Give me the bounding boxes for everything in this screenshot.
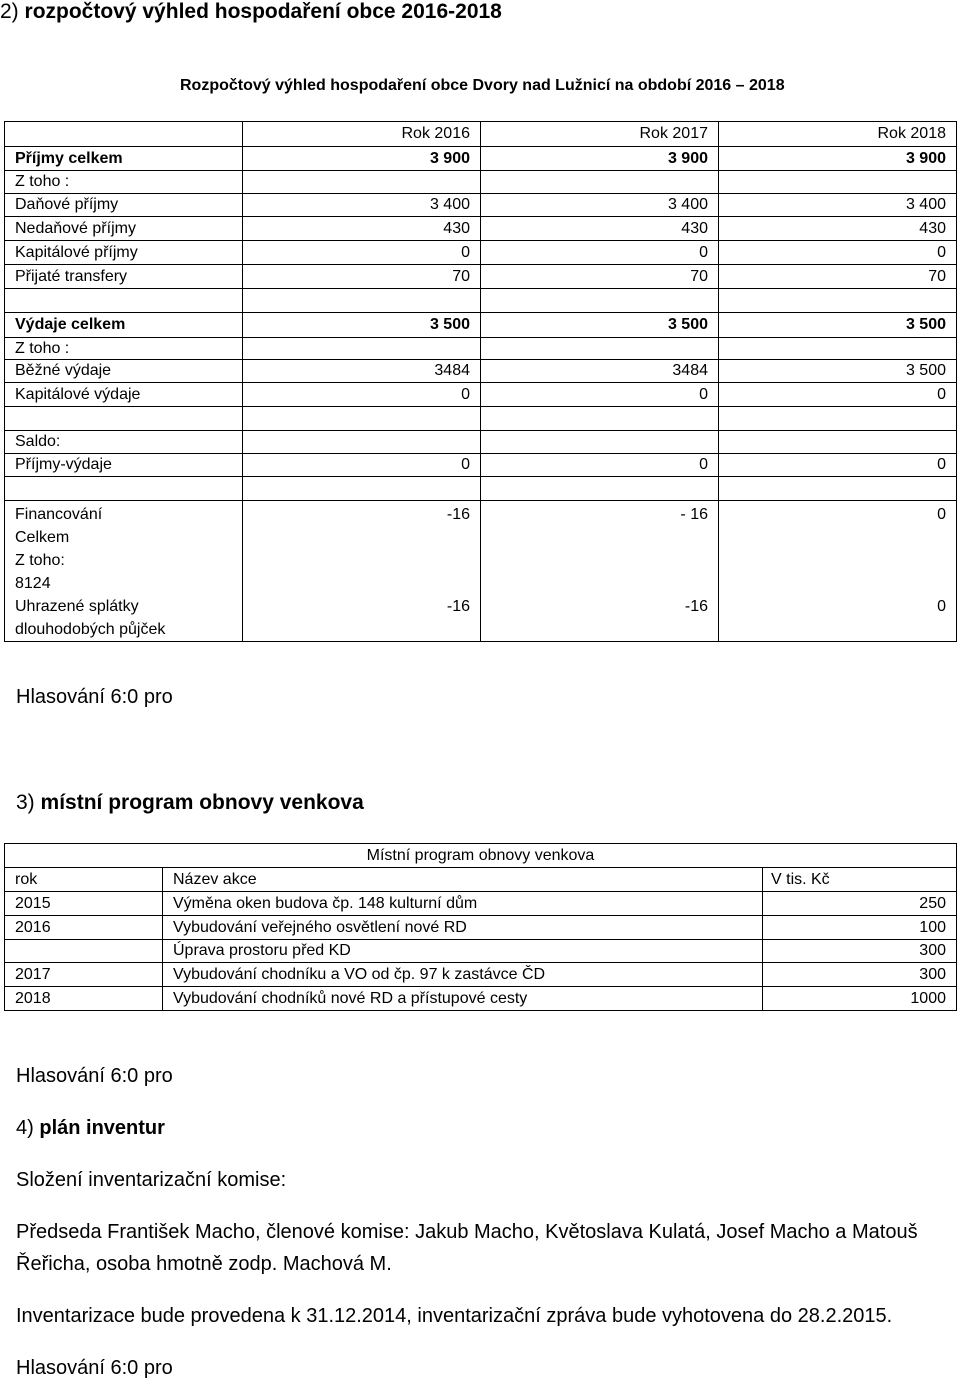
financing-line: Z toho: xyxy=(15,552,65,569)
row-year: 2015 xyxy=(5,892,163,916)
table-cell: 430 xyxy=(481,217,719,241)
table-cell xyxy=(719,171,957,194)
inventarizace-text: Inventarizace bude provedena k 31.12.2014, inventarizační zpráva bude vyhotovena do 28.2.2015. xyxy=(16,1305,893,1327)
row-label: Příjmy celkem xyxy=(5,147,243,171)
row-amount: 300 xyxy=(763,963,957,987)
table-cell xyxy=(243,431,481,454)
table-cell xyxy=(481,431,719,454)
table-row xyxy=(5,313,957,338)
row-action: Vybudování veřejného osvětlení nové RD xyxy=(163,916,763,940)
table-cell: 3484 xyxy=(481,360,719,383)
table-cell: 3 500 xyxy=(243,313,481,338)
table-row xyxy=(5,147,957,171)
table-cell xyxy=(243,171,481,194)
row-year: 2016 xyxy=(5,916,163,940)
row-year: 2018 xyxy=(5,987,163,1011)
table-cell xyxy=(5,289,243,313)
row-amount: 250 xyxy=(763,892,957,916)
table-row xyxy=(5,916,957,940)
table-cell xyxy=(719,407,957,431)
budget-table xyxy=(4,121,957,642)
row-label: Kapitálové příjmy xyxy=(5,241,243,265)
table-cell: 430 xyxy=(243,217,481,241)
section-2-number: 2) xyxy=(0,0,19,23)
komise-line-2: Řeřicha, osoba hmotně zodp. Machová M. xyxy=(16,1253,392,1275)
row-year: 2017 xyxy=(5,963,163,987)
table-cell xyxy=(719,289,957,313)
financing-values-2016 xyxy=(243,501,481,642)
row-action: Vybudování chodníku a VO od čp. 97 k zastávce ČD xyxy=(163,963,763,987)
table-row xyxy=(5,265,957,289)
financing-values-2017 xyxy=(481,501,719,642)
empty-row xyxy=(5,289,957,313)
vote-section-3: Hlasování 6:0 pro xyxy=(16,1065,173,1087)
table-cell: 3 900 xyxy=(481,147,719,171)
section-4-number: 4) xyxy=(16,1117,34,1139)
row-label: Z toho : xyxy=(5,338,243,360)
empty-row xyxy=(5,477,957,501)
section-4-title: plán inventur xyxy=(39,1117,165,1139)
table-cell: 430 xyxy=(719,217,957,241)
table-row xyxy=(5,338,957,360)
table-cell xyxy=(481,407,719,431)
program-table-title: Místní program obnovy venkova xyxy=(5,844,957,868)
table-cell xyxy=(719,477,957,501)
row-label: Příjmy-výdaje xyxy=(5,454,243,477)
table-cell: 0 xyxy=(481,383,719,407)
table-cell: 3 900 xyxy=(719,147,957,171)
financing-line: 8124 xyxy=(15,575,51,592)
table-cell xyxy=(481,171,719,194)
komise-label: Složení inventarizační komise: xyxy=(16,1169,287,1191)
table-row xyxy=(5,171,957,194)
table-cell: 3 500 xyxy=(719,313,957,338)
header-castka: V tis. Kč xyxy=(763,868,957,892)
table-row xyxy=(5,454,957,477)
table-cell xyxy=(243,407,481,431)
financing-line: Uhrazené splátky xyxy=(15,598,139,615)
table-header-row xyxy=(5,122,957,147)
table-cell xyxy=(481,338,719,360)
table-cell: 0 xyxy=(243,454,481,477)
financing-row xyxy=(5,501,957,642)
section-2-heading xyxy=(0,0,502,24)
table-row xyxy=(5,940,957,963)
section-3-number: 3) xyxy=(16,791,35,814)
table-cell xyxy=(243,289,481,313)
table-cell: 3 400 xyxy=(719,194,957,217)
table-cell xyxy=(481,477,719,501)
row-label: Běžné výdaje xyxy=(5,360,243,383)
program-title-row xyxy=(5,844,957,868)
table-cell: 3 900 xyxy=(243,147,481,171)
table-cell: 3 500 xyxy=(481,313,719,338)
row-action: Vybudování chodníků nové RD a přístupové cesty xyxy=(163,987,763,1011)
table-cell: 70 xyxy=(243,265,481,289)
table-cell: 3484 xyxy=(243,360,481,383)
row-label: Daňové příjmy xyxy=(5,194,243,217)
table-cell: 70 xyxy=(481,265,719,289)
section-4-heading xyxy=(16,1117,165,1140)
row-label: Přijaté transfery xyxy=(5,265,243,289)
row-year xyxy=(5,940,163,963)
section-3-heading xyxy=(16,791,364,815)
table-cell: 70 xyxy=(719,265,957,289)
table-cell: 0 xyxy=(719,383,957,407)
row-label: Z toho : xyxy=(5,171,243,194)
table-row xyxy=(5,987,957,1011)
table-cell xyxy=(719,431,957,454)
row-label: Kapitálové výdaje xyxy=(5,383,243,407)
table-cell: 3 400 xyxy=(243,194,481,217)
table-row xyxy=(5,194,957,217)
table-row xyxy=(5,892,957,916)
table-cell xyxy=(5,407,243,431)
vote-section-2: Hlasování 6:0 pro xyxy=(16,686,173,708)
financing-splatky-value: 0 xyxy=(937,598,946,615)
financing-celkem-value: 0 xyxy=(937,506,946,523)
table-cell: 3 500 xyxy=(719,360,957,383)
row-label: Nedaňové příjmy xyxy=(5,217,243,241)
table-cell: 0 xyxy=(719,241,957,265)
table-cell xyxy=(5,477,243,501)
financing-values-2018 xyxy=(719,501,957,642)
table-cell xyxy=(243,477,481,501)
row-action: Výměna oken budova čp. 148 kulturní dům xyxy=(163,892,763,916)
table-row xyxy=(5,963,957,987)
table-cell: 0 xyxy=(481,241,719,265)
program-header-row xyxy=(5,868,957,892)
column-header-2016: Rok 2016 xyxy=(243,122,481,147)
table-cell xyxy=(5,122,243,147)
row-label: Výdaje celkem xyxy=(5,313,243,338)
table-cell: 0 xyxy=(243,241,481,265)
table-cell: 0 xyxy=(243,383,481,407)
financing-splatky-value: -16 xyxy=(446,598,470,615)
table-row xyxy=(5,383,957,407)
vote-section-4: Hlasování 6:0 pro xyxy=(16,1357,173,1379)
table-cell xyxy=(481,289,719,313)
section-3-title: místní program obnovy venkova xyxy=(40,791,364,814)
section-2-title: rozpočtový výhled hospodaření obce 2016-2018 xyxy=(24,0,502,23)
column-header-2018: Rok 2018 xyxy=(719,122,957,147)
table-cell xyxy=(719,338,957,360)
column-header-2017: Rok 2017 xyxy=(481,122,719,147)
empty-row xyxy=(5,407,957,431)
row-amount: 1000 xyxy=(763,987,957,1011)
financing-splatky-value: -16 xyxy=(684,598,708,615)
row-amount: 300 xyxy=(763,940,957,963)
header-rok: rok xyxy=(5,868,163,892)
program-table xyxy=(4,843,957,1011)
row-label: Saldo: xyxy=(5,431,243,454)
financing-line: Celkem xyxy=(15,529,70,546)
table-row xyxy=(5,241,957,265)
financing-label xyxy=(5,501,243,642)
table-row xyxy=(5,360,957,383)
table-cell: 3 400 xyxy=(481,194,719,217)
table-row xyxy=(5,431,957,454)
financing-line: dlouhodobých půjček xyxy=(15,621,166,638)
row-action: Úprava prostoru před KD xyxy=(163,940,763,963)
financing-celkem-value: - 16 xyxy=(680,506,708,523)
table-row xyxy=(5,217,957,241)
financing-celkem-value: -16 xyxy=(446,506,470,523)
financing-line: Financování xyxy=(15,506,103,523)
row-amount: 100 xyxy=(763,916,957,940)
table-cell: 0 xyxy=(481,454,719,477)
header-nazev: Název akce xyxy=(163,868,763,892)
budget-table-title: Rozpočtový výhled hospodaření obce Dvory nad Lužnicí na období 2016 – 2018 xyxy=(180,77,785,94)
komise-line-1: Předseda František Macho, členové komise: Jakub Macho, Květoslava Kulatá, Josef Macho a Matouš xyxy=(16,1221,918,1243)
table-cell: 0 xyxy=(719,454,957,477)
table-cell xyxy=(243,338,481,360)
